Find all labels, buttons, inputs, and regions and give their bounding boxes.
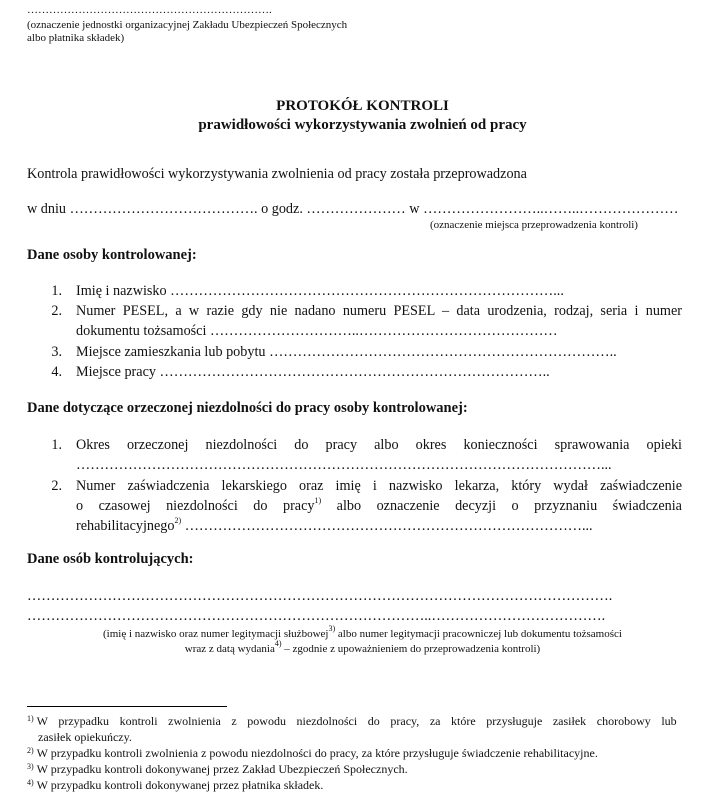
inspectors-caption-line2: wraz z datą wydania$^{4)}$ – zgodnie z upoważnieniem do przeprowadzenia kontroli) xyxy=(184,639,541,655)
document-title: PROTOKÓŁ KONTROLI xyxy=(276,98,449,114)
footnote: $^{3)}$ W przypadku kontroli dokonywanej przez Zakład Ubezpieczeń Społecznych. xyxy=(27,762,408,776)
time-dots: ………………… xyxy=(306,201,406,217)
intro-sentence: Kontrola prawidłowości wykorzystywania zwolnienia od pracy została przeprowadzona xyxy=(27,166,527,182)
place-dots: ……………………..……..………………… xyxy=(423,201,679,217)
footnote: $^{2)}$ W przypadku kontroli zwolnienia z powodu niezdolności do pracy, za które przysługuje świadczenie rehabilitacyjne. xyxy=(27,746,598,760)
section-heading-incapacity: Dane dotyczące orzeczonej niezdolności do pracy osoby kontrolowanej: xyxy=(27,400,468,416)
footnote: $^{1)}$ W przypadku kontroli zwolnienia z powodu niezdolności do pracy, za które przysługuje zasiłek chorobowy lub xyxy=(27,714,677,728)
protocol-document: …………………………………………………………. (oznaczenie jednostki organizacyjnej Zakładu Ubezpieczeń Społecznych albo płatnika składek) PROTOKÓŁ KONTROLI prawidłowości wykorzystywania zwolnień od pracy Kontrola prawidłowości wykorzystywania zwolnienia od pracy została przeprowadzona w dniu …………………………………. o godz. ………………… w ……………………..……..………………… (oznaczenie miejsca przeprowadzenia kontroli) Dane osoby kontrolowanej: 1. Imię i nazwisko ………………………………………………………………………... 2. Numer PESEL, a w razie gdy nie nadano numeru PESEL – data urodzenia, rodzaj, seria i numer dokumentu tożsamości …………………………..…………………………………… 3. Miejsce zamieszkania lub pobytu ……………………………………………………………….. 4. Miejsce pracy ……………………………………………………………………….. Dane dotyczące orzeczonej niezdolności do pracy osoby kontrolowanej: 1. Okres orzeczonej niezdolności do pracy albo okres konieczności sprawowania opieki …………………………………………………………………………………………………... 2. Numer zaświadczenia lekarskiego oraz imię i nazwisko lekarza, który wydał zaświadczenie o czasowej niezdolności do pracy$^{1)}$ albo oznaczenie decyzji o przyznaniu świadczenia rehabilitacyjnego$^{2)}$ …………………………………………………………………………... Dane osób kontrolujących: ……………………………………………………………………………………………………………. …………………………………………………………………………..………………………………. (imię i nazwisko oraz numer legitymacji służbowej$^{3)}$ albo numer legitymacji pracowniczej lub dokumentu tożsamości wraz z datą wydania$^{4)}$ – zgodnie z upoważnieniem do przeprowadzenia kontroli) $^{1)}$ W przypadku kontroli zwolnienia z powodu niezdolności do pracy, za które przysługuje zasiłek chorobowy lub zasiłek opiekuńczy. $^{2)}$ W przypadku kontroli zwolnienia z powodu niezdolności do pracy, za które przysługuje świadczenie rehabilitacyjne. $^{3)}$ W przypadku kontroli dokonywanej przez Zakład Ubezpieczeń Społecznych. $^{4)}$ W przypadku kontroli dokonywanej przez płatnika składek. xyxy=(0,0,725,797)
document-subtitle: prawidłowości wykorzystywania zwolnień od pracy xyxy=(198,117,527,133)
date-dots: …………………………………. xyxy=(69,201,258,217)
date-time-place-line xyxy=(27,200,678,219)
unit-caption-line1: (oznaczenie jednostki organizacyjnej Zakładu Ubezpieczeń Społecznych xyxy=(27,19,348,31)
time-label: o godz. xyxy=(261,201,303,217)
footnote-separator xyxy=(27,706,227,707)
inspectors-caption-line1: (imię i nazwisko oraz numer legitymacji służbowej$^{3)}$ albo numer legitymacji pracowniczej lub dokumentu tożsamości xyxy=(103,624,622,640)
footnote-continuation: zasiłek opiekuńczy. xyxy=(38,730,132,744)
inspectors-dots-1: ……………………………………………………………………………………………………………. xyxy=(27,588,613,604)
unit-dots: …………………………………………………………. xyxy=(27,4,272,16)
unit-caption-line2: albo płatnika składek) xyxy=(27,32,125,44)
section-heading-controlled-person: Dane osoby kontrolowanej: xyxy=(27,247,197,263)
footnote: $^{4)}$ W przypadku kontroli dokonywanej przez płatnika składek. xyxy=(27,778,324,792)
inspectors-dots-2: …………………………………………………………………………..………………………………. xyxy=(27,608,606,624)
date-label: w dniu xyxy=(27,201,67,217)
place-label: w xyxy=(409,201,420,217)
place-caption: (oznaczenie miejsca przeprowadzenia kontroli) xyxy=(430,219,638,231)
section-heading-inspectors: Dane osób kontrolujących: xyxy=(27,551,194,567)
